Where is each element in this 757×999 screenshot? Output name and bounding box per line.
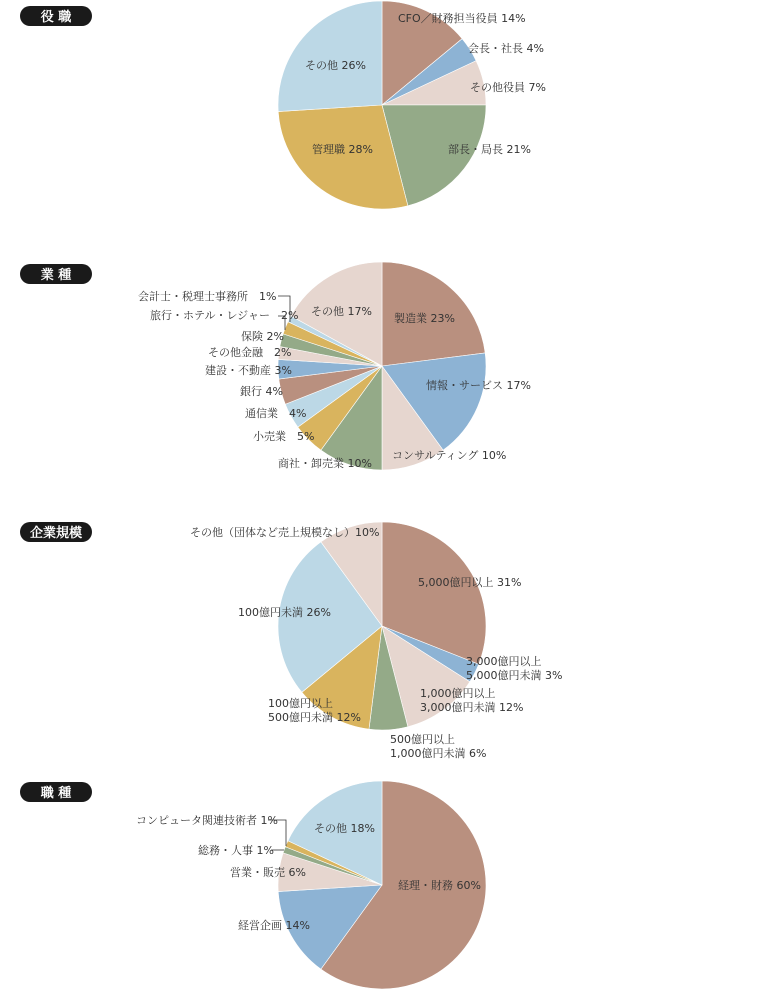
- chart-4: [20, 781, 486, 989]
- slice-label-3: コンサルティング 10%: [392, 449, 507, 462]
- slice-label-7: 銀行 4%: [240, 385, 283, 398]
- chart-title: 役 職: [40, 10, 72, 25]
- chart-title: 企業規模: [29, 526, 83, 541]
- slice-label-3: 営業・販売 6%: [230, 866, 306, 879]
- slice-label-2: 経営企画 14%: [238, 919, 310, 932]
- slice-label-2: 3,000億円以上 5,000億円未満 3%: [466, 655, 563, 682]
- slice-label-5: 管理職 28%: [312, 143, 373, 156]
- slice-label-3: その他役員 7%: [470, 81, 546, 94]
- slice-label-11: 旅行・ホテル・レジャー 2%: [150, 309, 299, 322]
- slice-label-4: 商社・卸売業 10%: [278, 457, 372, 470]
- slice-label-10: 保険 2%: [241, 330, 284, 343]
- slice-label-1: 製造業 23%: [394, 312, 455, 325]
- slice-label-5: コンピュータ関連技術者 1%: [136, 814, 278, 827]
- slice-label-12: 会計士・税理士事務所 1%: [138, 290, 277, 303]
- slice-label-7: その他（団体など売上規模なし）10%: [190, 526, 380, 539]
- slice-label-8: 建設・不動産 3%: [205, 364, 292, 377]
- slice-label-9: その他金融 2%: [208, 346, 292, 359]
- chart-title: 職 種: [40, 786, 72, 801]
- slice-label-6: 通信業 4%: [245, 407, 307, 420]
- pie-slice-6: [278, 1, 382, 112]
- slice-label-4: 総務・人事 1%: [198, 844, 274, 857]
- slice-label-13: その他 17%: [311, 305, 372, 318]
- slice-label-4: 500億円以上 1,000億円未満 6%: [390, 733, 487, 760]
- slice-label-2: 会長・社長 4%: [468, 42, 544, 55]
- slice-label-3: 1,000億円以上 3,000億円未満 12%: [420, 687, 524, 714]
- slice-label-2: 情報・サービス 17%: [426, 379, 531, 392]
- slice-label-6: その他 18%: [314, 822, 375, 835]
- chart-2: [20, 262, 531, 470]
- slice-label-4: 部長・局長 21%: [448, 143, 531, 156]
- chart-title: 業 種: [40, 268, 72, 283]
- slice-label-1: CFO／財務担当役員 14%: [398, 12, 526, 25]
- slice-label-5: 小売業 5%: [253, 430, 315, 443]
- chart-1: [20, 1, 546, 209]
- slice-label-1: 5,000億円以上 31%: [418, 576, 522, 589]
- slice-label-1: 経理・財務 60%: [398, 879, 481, 892]
- slice-label-6: その他 26%: [305, 59, 366, 72]
- slice-label-6: 100億円未満 26%: [238, 606, 331, 619]
- slice-label-5: 100億円以上 500億円未満 12%: [268, 697, 361, 724]
- chart-3: [20, 522, 562, 760]
